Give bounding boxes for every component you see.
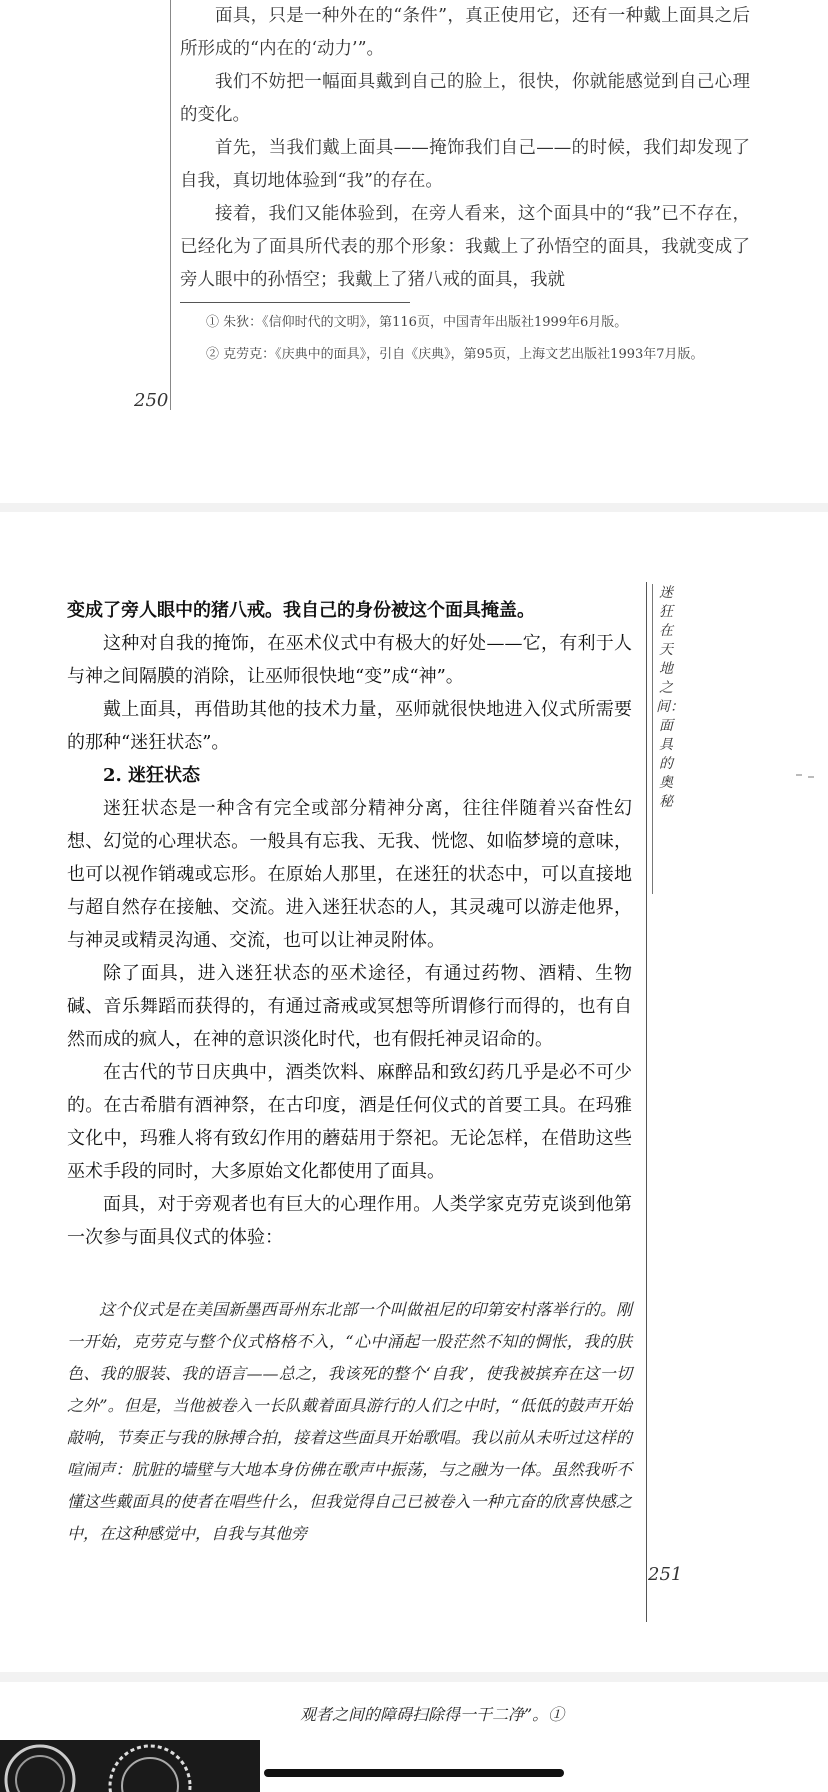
paragraph: 面具，只是一种外在的“条件”，真正使用它，还有一种戴上面具之后所形成的“内在的‘动力’”。: [180, 6, 750, 59]
page-251-body: [67, 594, 632, 1254]
page-number: 250: [134, 390, 169, 411]
page-251: [0, 512, 828, 1672]
page-250-body: [180, 0, 750, 297]
footnote-2: ② 克劳克：《庆典中的面具》，引自《庆典》，第95页，上海文艺出版社1993年7月版。: [206, 347, 704, 362]
ornament-image: [0, 1740, 260, 1792]
continued-text: 观者之间的障碍扫除得一干二净”。①: [300, 1705, 565, 1724]
paragraph: 我们不妨把一幅面具戴到自己的脸上，很快，你就能感觉到自己心理的变化。: [180, 72, 750, 125]
scan-speck: [808, 776, 814, 778]
paragraph: 面具，对于旁观者也有巨大的心理作用。人类学家克劳克谈到他第一次参与面具仪式的体验：: [67, 1194, 632, 1248]
side-title-rule: [652, 584, 653, 894]
quote-text: 这个仪式是在美国新墨西哥州东北部一个叫做祖尼的印第安村落举行的。刚一开始，克劳克与整个仪式格格不入，“心中涌起一股茫然不知的惆怅，我的肤色、我的服装、我的语言——总之，我该死的整个‘自我’，使我被摈弃在这一切之外”。但是，当他被卷入一长队戴着面具游行的人们之中时，“低低的鼓声开始敲响，节奏正与我的脉搏合拍，接着这些面具开始歌唱。我以前从未听过这样的喧闹声：肮脏的墙壁与大地本身仿佛在歌声中振荡，与之融为一体。虽然我听不懂这些戴面具的使者在唱些什么，但我觉得自己已被卷入一种亢奋的欣喜快感之中，在这种感觉中，自我与其他旁: [67, 1300, 632, 1543]
margin-line: [646, 582, 647, 1622]
scan-speck: [796, 774, 802, 776]
paragraph: 接着，我们又能体验到，在旁人看来，这个面具中的“我”已不存在，已经化为了面具所代表的那个形象：我戴上了孙悟空的面具，我就变成了旁人眼中的孙悟空；我戴上了猪八戒的面具，我就: [180, 204, 750, 290]
footnotes: [180, 310, 750, 374]
horizontal-scrollbar[interactable]: [264, 1769, 564, 1777]
paragraph: 在古代的节日庆典中，酒类饮料、麻醉品和致幻药几乎是必不可少的。在古希腊有酒神祭，在古印度，酒是任何仪式的首要工具。在玛雅文化中，玛雅人将有致幻作用的蘑菇用于祭祀。无论怎样，在借助这些巫术手段的同时，大多原始文化都使用了面具。: [67, 1062, 632, 1182]
paragraph: 变成了旁人眼中的猪八戒。我自己的身份被这个面具掩盖。: [67, 600, 535, 621]
footnote-rule: [180, 302, 410, 303]
page-250: [0, 0, 828, 503]
block-quote: [67, 1294, 632, 1550]
running-title: 迷狂在天地之间：面具的奥秘: [656, 585, 684, 810]
paragraph: 首先，当我们戴上面具——掩饰我们自己——的时候，我们却发现了自我，真切地体验到“我”的存在。: [180, 138, 750, 191]
section-heading: 2. 迷狂状态: [103, 765, 201, 786]
margin-line: [170, 0, 171, 410]
paragraph: 这种对自我的掩饰，在巫术仪式中有极大的好处——它，有利于人与神之间隔膜的消除，让巫师很快地“变”成“神”。: [67, 633, 632, 687]
footnote-1: ① 朱狄：《信仰时代的文明》，第116页，中国青年出版社1999年6月版。: [206, 315, 628, 330]
paragraph: 迷狂状态是一种含有完全或部分精神分离，往往伴随着兴奋性幻想、幻觉的心理状态。一般具有忘我、无我、恍惚、如临梦境的意味，也可以视作销魂或忘形。在原始人那里，在迷狂的状态中，可以直接地与超自然存在接触、交流。进入迷狂状态的人，其灵魂可以游走他界，与神灵或精灵沟通、交流，也可以让神灵附体。: [67, 798, 632, 951]
paragraph: 除了面具，进入迷狂状态的巫术途径，有通过药物、酒精、生物碱、音乐舞蹈而获得的，有通过斋戒或冥想等所谓修行而得的，也有自然而成的疯人，在神的意识淡化时代，也有假托神灵诏命的。: [67, 963, 632, 1050]
page-number: 251: [648, 1564, 683, 1585]
paragraph: 戴上面具，再借助其他的技术力量，巫师就很快地进入仪式所需要的那种“迷狂状态”。: [67, 699, 632, 753]
